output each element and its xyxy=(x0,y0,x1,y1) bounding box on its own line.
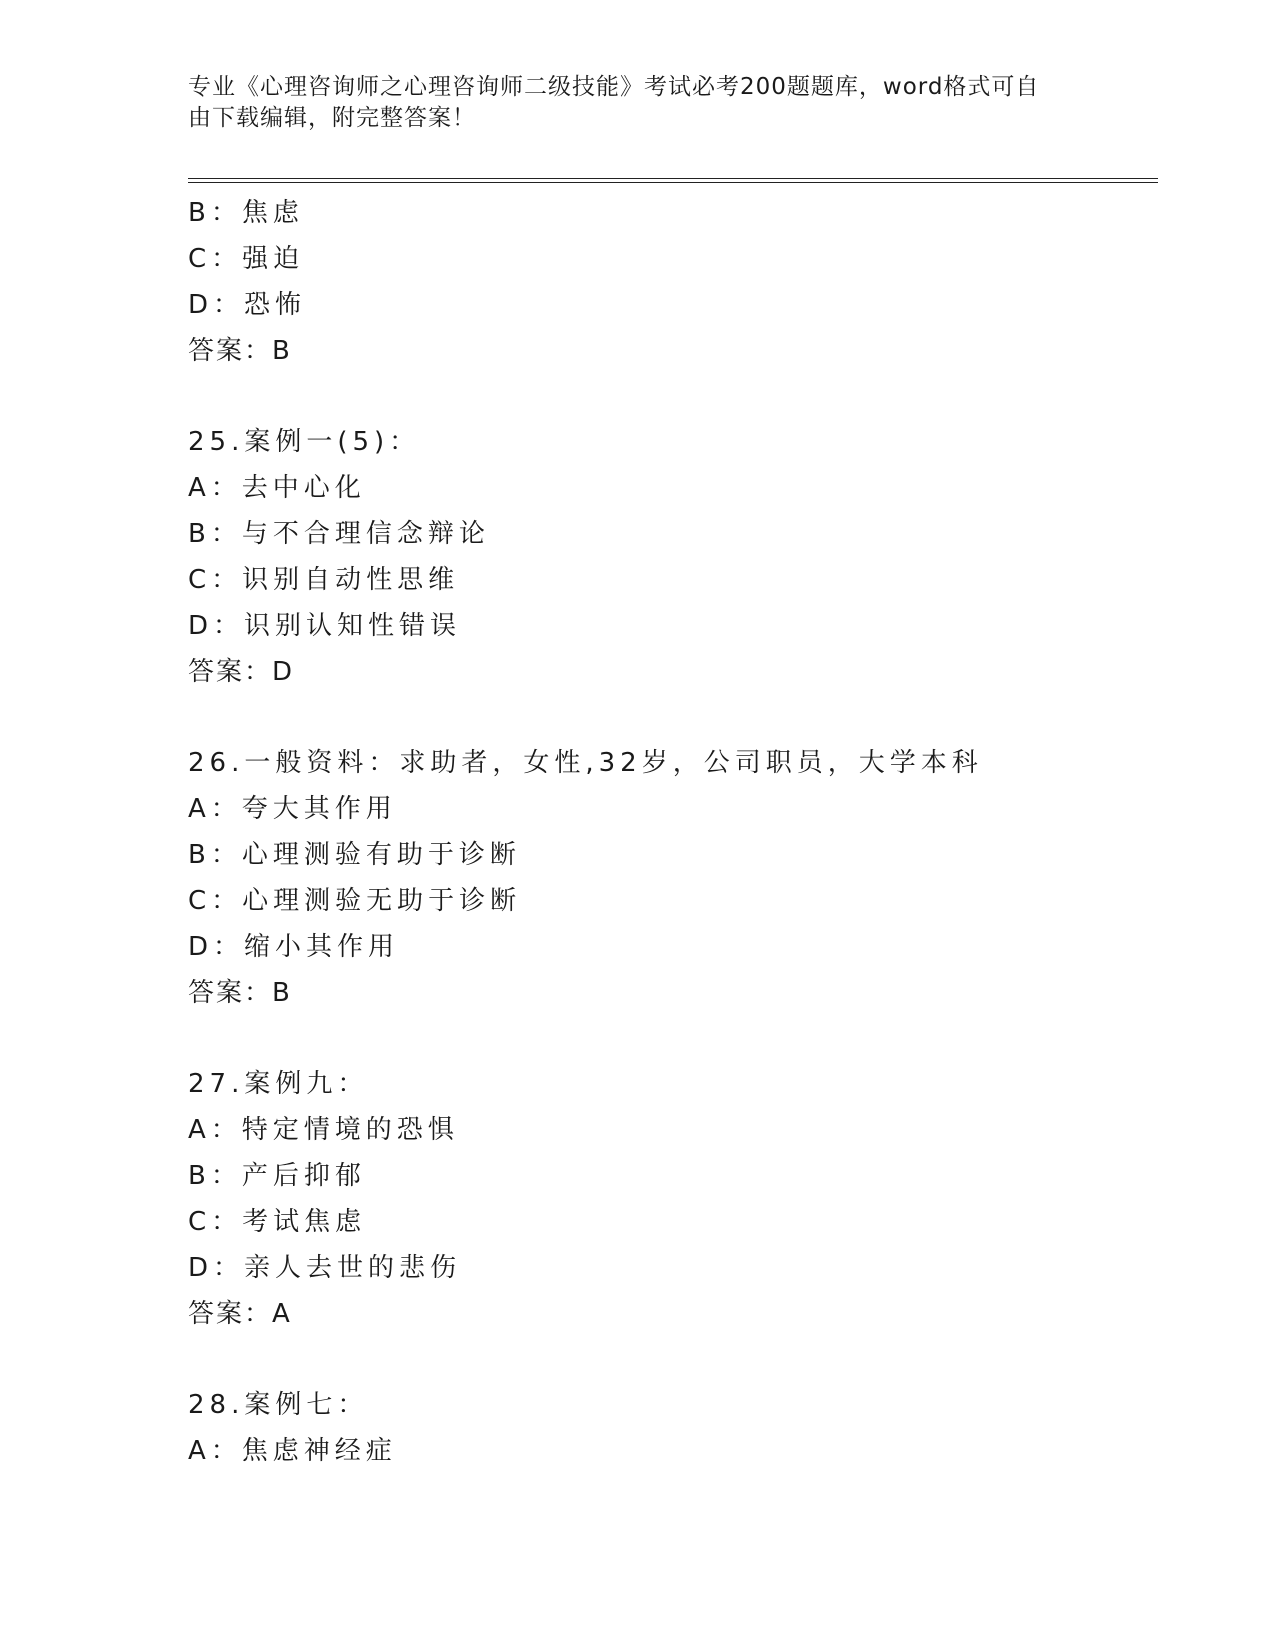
option-b: B：心理测验有助于诊断 xyxy=(188,840,521,870)
question-28 xyxy=(188,1382,1148,1474)
question-stem: 25.案例一(5)： xyxy=(188,427,421,457)
option-d: D：恐怖 xyxy=(188,290,307,320)
option-c: C：识别自动性思维 xyxy=(188,565,460,595)
option-a: A：去中心化 xyxy=(188,473,366,503)
option-a: A：夸大其作用 xyxy=(188,794,397,824)
header-double-rule xyxy=(188,178,1158,183)
option-c: C：考试焦虑 xyxy=(188,1207,367,1237)
header-line-1: 专业《心理咨询师之心理咨询师二级技能》考试必考200题题库，word格式可自 xyxy=(188,74,1040,100)
question-25 xyxy=(188,419,1148,695)
option-a: A：特定情境的恐惧 xyxy=(188,1115,459,1145)
question-26 xyxy=(188,740,1148,1016)
option-b: B：焦虑 xyxy=(188,198,304,228)
question-stem: 27.案例九： xyxy=(188,1069,369,1099)
answer: 答案：D xyxy=(188,657,295,687)
option-b: B：与不合理信念辩论 xyxy=(188,519,490,549)
document-header xyxy=(188,72,1068,134)
question-continued xyxy=(188,190,1148,374)
question-stem: 28.案例七： xyxy=(188,1390,369,1420)
option-d: D：缩小其作用 xyxy=(188,932,400,962)
option-d: D：识别认知性错误 xyxy=(188,611,462,641)
header-line-2: 由下载编辑，附完整答案！ xyxy=(188,105,476,131)
option-c: C：强迫 xyxy=(188,244,305,274)
option-c: C：心理测验无助于诊断 xyxy=(188,886,522,916)
question-list xyxy=(188,190,1148,1474)
option-b: B：产后抑郁 xyxy=(188,1161,366,1191)
answer: 答案：B xyxy=(188,336,292,366)
question-stem: 26.一般资料：求助者，女性,32岁，公司职员，大学本科 xyxy=(188,748,983,778)
question-27 xyxy=(188,1061,1148,1337)
answer: 答案：B xyxy=(188,978,292,1008)
option-a: A：焦虑神经症 xyxy=(188,1436,397,1466)
option-d: D：亲人去世的悲伤 xyxy=(188,1253,462,1283)
answer: 答案：A xyxy=(188,1299,292,1329)
